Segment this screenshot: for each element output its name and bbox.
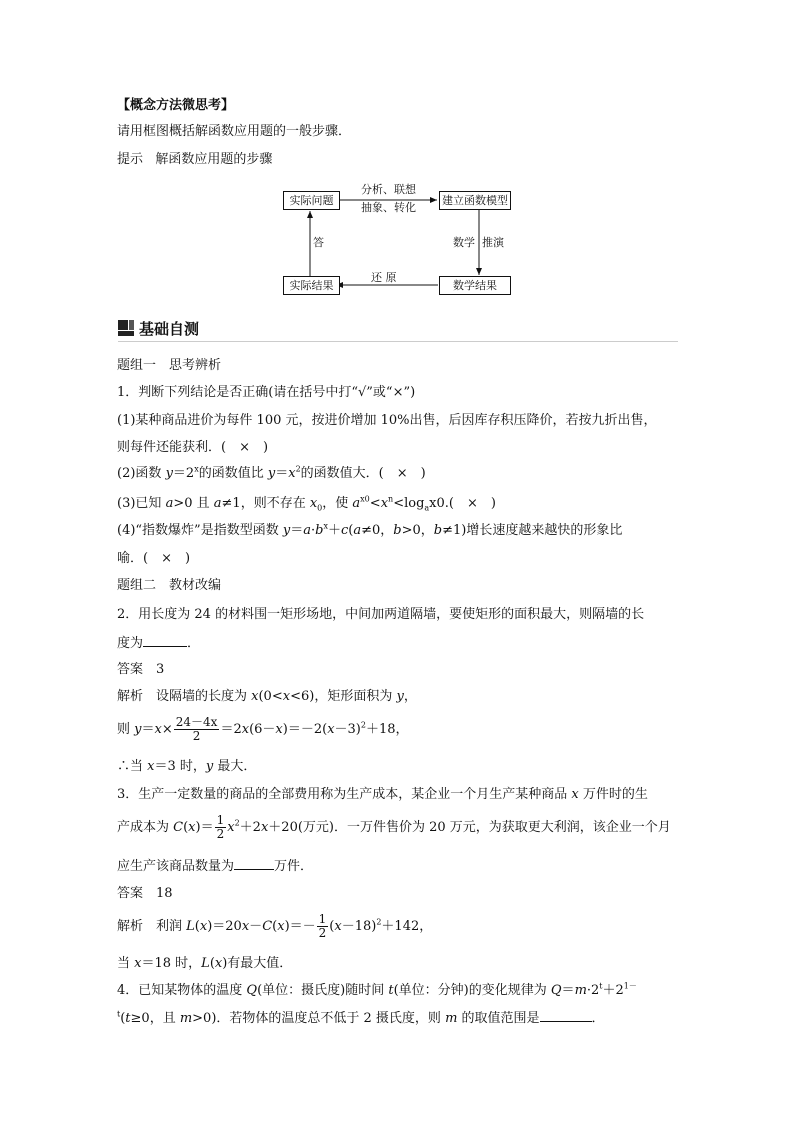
arrow-bottom-label: 还 原 bbox=[371, 271, 397, 284]
q1-stem: 1．判断下列结论是否正确(请在括号中打“√”或“×”) bbox=[117, 385, 416, 400]
q2-answer: 答案 3 bbox=[117, 662, 165, 677]
q1-s1-line2: 则每件还能获利．( × ) bbox=[117, 440, 269, 455]
q2-analysis: 解析 设隔墙的长度为 x(0<x<6)，矩形面积为 y， bbox=[117, 689, 417, 704]
q1-s1-line1: (1)某种商品进价为每件 100 元，按进价增加 10%出售，后因库存积压降价，若按九折出售， bbox=[117, 413, 657, 428]
q4-line1: 4．已知某物体的温度 Q(单位：摄氏度)随时间 t(单位：分钟)的变化规律为 $Q=m\cdot 2^t+2^{1-}$ bbox=[117, 981, 637, 998]
concept-question: 请用框图概括解函数应用题的一般步骤． bbox=[117, 124, 352, 139]
q3-answer: 答案 18 bbox=[117, 886, 173, 901]
box-real-problem: 实际问题 bbox=[283, 191, 340, 210]
group1-title: 题组一 思考辨析 bbox=[117, 358, 222, 373]
q3-line3: 应生产该商品数量为 万件． bbox=[117, 859, 314, 874]
concept-heading: 【概念方法微思考】 bbox=[117, 98, 235, 113]
arrow-top-label-1: 分析、联想 bbox=[361, 183, 416, 196]
box-math-result: 数学结果 bbox=[439, 276, 511, 295]
q2-line1: 2．用长度为 24 的材料围一矩形场地，中间加两道隔墙，要使矩形的面积最大，则隔墙的长 bbox=[117, 607, 645, 622]
box-function-model: 建立函数模型 bbox=[439, 191, 511, 210]
q4-line2: $^t$(t≥0，且 m>0)．若物体的温度总不低于 2 摄氏度，则 m 的取值范围是 ． bbox=[117, 1009, 605, 1026]
q3-line2: 产成本为 C(x)＝ $\frac{1}{2}$ $x^2+2x+20$(万元)．一万件售价为 20 万元，为获取更大利润，该企业一个月 bbox=[117, 813, 671, 841]
q2-conclusion: ∴当 x＝3 时，y 最大． bbox=[117, 759, 257, 774]
q3-line1: 3．生产一定数量的商品的全部费用称为生产成本，某企业一个月生产某种商品 x 万件时的生 bbox=[117, 787, 648, 802]
fraction: $\frac{1}{2}$ bbox=[216, 813, 225, 841]
answer-blank bbox=[540, 1009, 592, 1022]
arrow-top-label-2: 抽象、转化 bbox=[361, 201, 416, 214]
hint-text: 解函数应用题的步骤 bbox=[155, 152, 273, 167]
q1-s4-line2: 喻．( × ) bbox=[117, 551, 191, 566]
flowchart bbox=[0, 0, 794, 300]
arrow-right-label-a: 数学 bbox=[453, 236, 475, 249]
hint-label: 提示 bbox=[117, 152, 144, 167]
box-real-result: 实际结果 bbox=[283, 276, 340, 295]
flowchart-arrows bbox=[0, 0, 794, 300]
q1-s2: (2)函数 $y=2^x$的函数值比 $y=x^2$的函数值大．( × ) bbox=[117, 464, 426, 481]
arrow-left-label: 答 bbox=[313, 236, 324, 249]
section-header bbox=[118, 318, 199, 338]
q3-conclusion: 当 x＝18 时，L(x)有最大值． bbox=[117, 956, 293, 971]
arrow-right-label-b: 推演 bbox=[482, 236, 504, 249]
q3-analysis: 解析 利润 L(x)＝20x－C(x)＝－ $\frac{1}{2}$ $(x-18)^2+142$， bbox=[117, 912, 433, 940]
answer-blank bbox=[234, 857, 274, 870]
section-block-icon bbox=[118, 320, 134, 336]
q2-line2: 度为 ． bbox=[117, 636, 201, 651]
group2-title: 题组二 教材改编 bbox=[117, 578, 222, 593]
q2-formula: 则 y＝x× $\frac{24-4x}{2}$ $=2x(6-x)=-2(x-3)^2+18$， bbox=[117, 715, 409, 743]
section-divider bbox=[118, 341, 678, 342]
fraction: $\frac{24-4x}{2}$ bbox=[175, 715, 218, 743]
q1-s4-line1: (4)“指数爆炸”是指数型函数 $y=a\cdot b^x+c(a\ne 0$，b>0，b≠1)增长速度越来越快的形象比 bbox=[117, 521, 623, 538]
answer-blank bbox=[143, 634, 187, 647]
q1-s3: (3)已知 a>0 且 a≠1，则不存在 $x_0$，使 $a^{x0}<x^n<\log_ax0$.( × ) bbox=[117, 494, 496, 513]
section-title: 基础自测 bbox=[139, 319, 200, 338]
fraction: $\frac{1}{2}$ bbox=[318, 912, 327, 940]
